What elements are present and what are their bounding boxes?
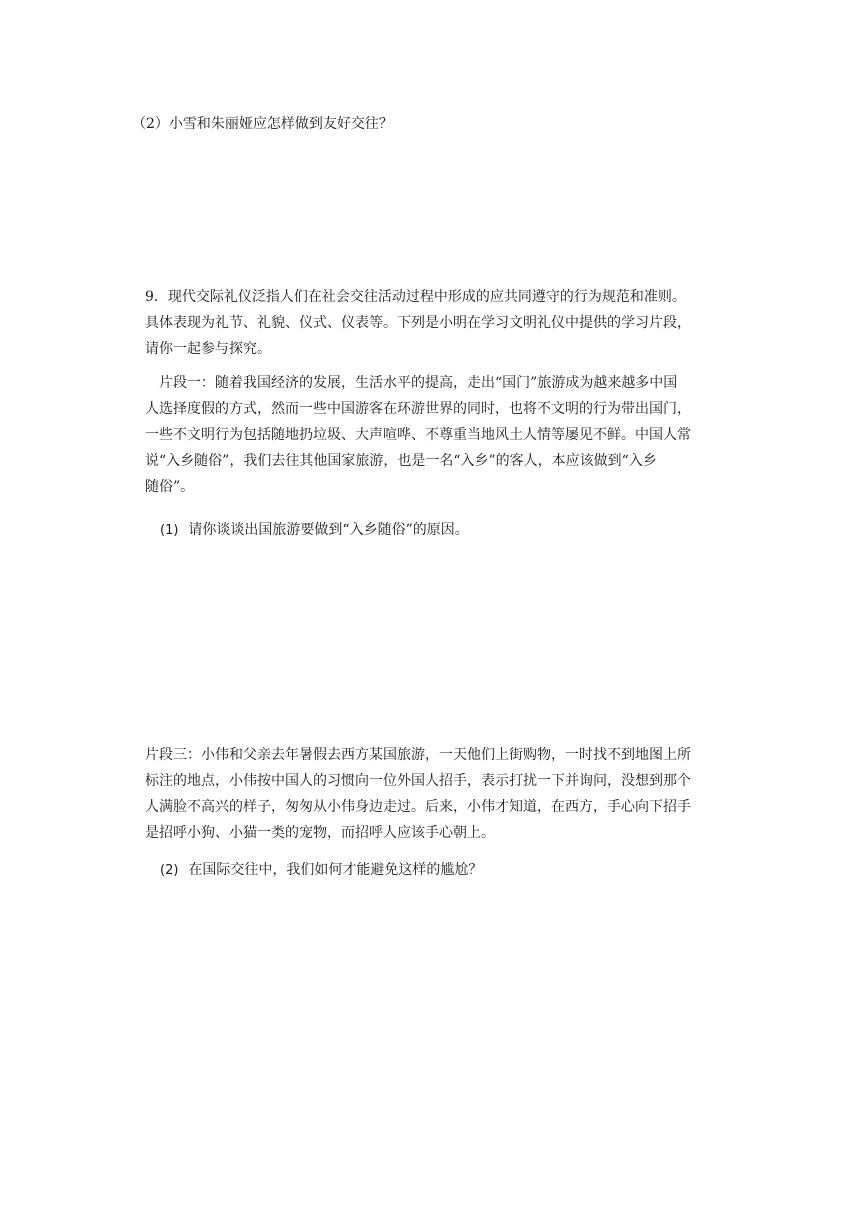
fragment-3-line-4: 是招呼小狗、小猫一类的宠物，而招呼人应该手心朝上。 bbox=[145, 825, 495, 841]
fragment-3 bbox=[145, 742, 733, 846]
fragment-3-line-3: 人满脸不高兴的样子，匆匆从小伟身边走过。后来，小伟才知道，在西方，手心向下招手 bbox=[145, 799, 691, 815]
question-9-sub-2 bbox=[160, 858, 482, 883]
question-9-intro bbox=[145, 284, 733, 362]
fragment-3-line-2: 标注的地点，小伟按中国人的习惯向一位外国人招手，表示打扰一下并询问，没想到那个 bbox=[145, 773, 691, 789]
question-9-line-3: 请你一起参与探究。 bbox=[145, 341, 271, 357]
fragment-3-line-1: 片段三：小伟和父亲去年暑假去西方某国旅游，一天他们上街购物，一时找不到地图上所 bbox=[145, 747, 691, 763]
question-9-line-2: 具体表现为礼节、礼貌、仪式、仪表等。下列是小明在学习文明礼仪中提供的学习片段， bbox=[145, 315, 691, 331]
question-8-sub-2: （2）小雪和朱丽娅应怎样做到友好交往？ bbox=[132, 116, 393, 132]
fragment-1-line-2: 人选择度假的方式，然而一些中国游客在环游世界的同时，也将不文明的行为带出国门， bbox=[145, 401, 691, 417]
sub-question-text: 在国际交往中，我们如何才能避免这样的尴尬？ bbox=[188, 862, 483, 878]
sub-question-text: 请你谈谈出国旅游要做到“入乡随俗”的原因。 bbox=[188, 522, 469, 538]
fragment-1-line-1: 片段一：随着我国经济的发展，生活水平的提高，走出“国门”旅游成为越来越多中国 bbox=[159, 375, 678, 391]
fragment-1-line-5: 随俗”。 bbox=[145, 479, 195, 495]
fragment-1 bbox=[145, 370, 733, 500]
question-9-line-1: 9．现代交际礼仪泛指人们在社会交往活动过程中形成的应共同遵守的行为规范和准则。 bbox=[145, 289, 686, 305]
question-9-sub-1 bbox=[160, 518, 469, 543]
fragment-1-line-3: 一些不文明行为包括随地扔垃圾、大声喧哗、不尊重当地风土人情等屡见不鲜。中国人常 bbox=[145, 427, 691, 443]
fragment-1-line-4: 说“入乡随俗”，我们去往其他国家旅游，也是一名“入乡”的客人，本应该做到“入乡 bbox=[145, 453, 657, 469]
sub-question-number: (1) bbox=[160, 523, 179, 538]
sub-question-number: (2) bbox=[160, 863, 179, 878]
